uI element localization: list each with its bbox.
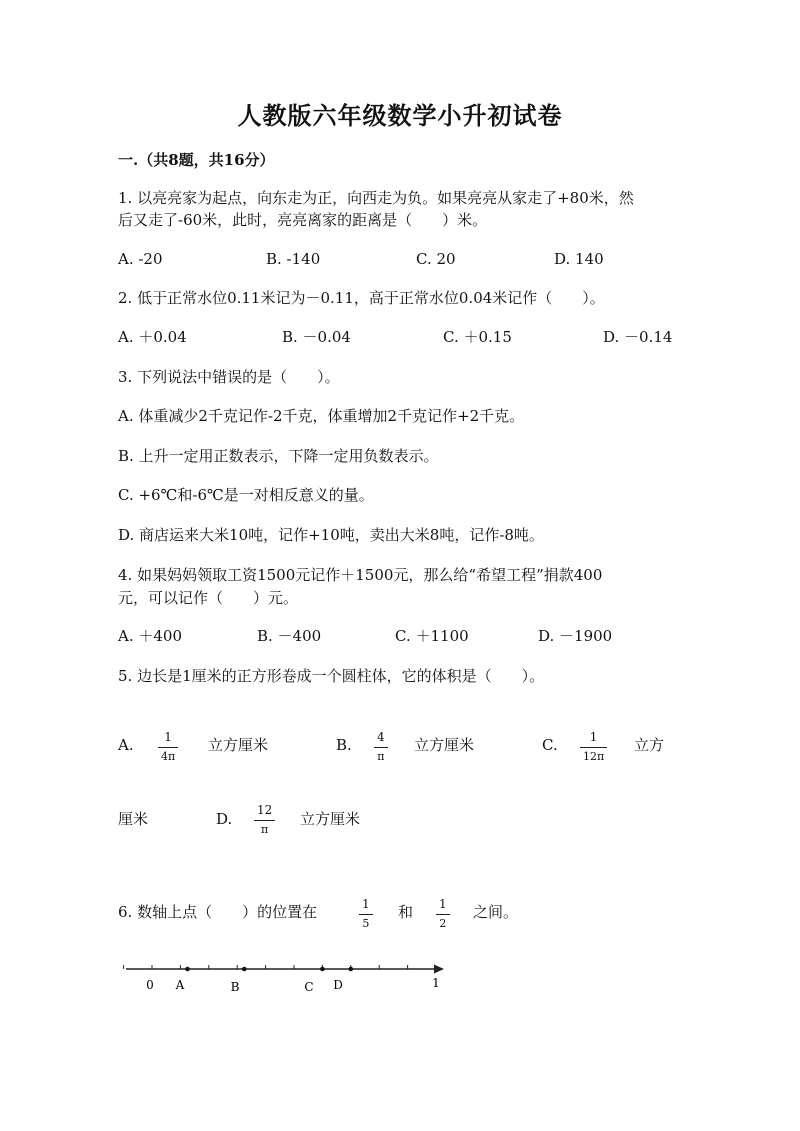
question-1-option-c: C. 20 [416,250,456,268]
question-1-option-a: A. -20 [118,250,163,268]
question-6-text-mid: 和 [398,903,414,921]
question-4-line-2: 元，可以记作（ ）元。 [118,589,299,607]
question-2-option-d: D. －0.14 [603,328,673,346]
question-2-option-b: B. －0.04 [282,328,351,346]
fraction-bar [359,914,373,915]
fraction-numerator: 4 [377,730,385,744]
question-4-option-d: D. －1900 [538,627,613,645]
question-2-option-c: C. ＋0.15 [443,328,512,346]
fraction-bar [254,820,275,821]
question-5-option-b-unit: 立方厘米 [414,736,475,754]
question-3-option-d: D. 商店运来大米10吨，记作+10吨，卖出大米8吨，记作-8吨。 [118,526,544,544]
question-6-text-after: 之间。 [473,903,519,921]
question-5-option-c-fraction [580,730,607,764]
question-2-text: 2. 低于正常水位0.11米记为－0.11，高于正常水位0.04米记作（ ）。 [118,289,605,307]
question-6-text-before: 6. 数轴上点（ ）的位置在 [118,903,318,921]
question-6-fraction-2 [436,897,450,931]
fraction-denominator: π [261,823,269,836]
question-1-line-2: 后又走了-60米，此时，亮亮离家的距离是（ ）米。 [118,211,488,229]
question-5-option-c-unit-cont: 厘米 [118,810,149,828]
question-4-option-c: C. ＋1100 [395,627,469,645]
question-5-option-b-label: B. [336,736,352,754]
question-6-fraction-1 [359,897,373,931]
fraction-denominator: π [377,750,385,763]
question-5-text: 5. 边长是1厘米的正方形卷成一个圆柱体，它的体积是（ ）。 [118,667,545,685]
fraction-numerator: 1 [439,897,447,911]
number-line-label-0: 0 [146,978,154,992]
question-3-text: 3. 下列说法中错误的是（ ）。 [118,368,340,386]
number-line [118,955,458,1000]
question-5-option-d-fraction [254,803,275,837]
question-1-line-1: 1. 以亮亮家为起点，向东走为正，向西走为负。如果亮亮从家走了+80米，然 [118,189,634,207]
fraction-bar [436,914,450,915]
question-5-option-d-unit: 立方厘米 [300,810,361,828]
question-2-option-a: A. ＋0.04 [118,328,187,346]
number-line-point-c [320,967,325,972]
section-heading: 一.（共8题，共16分） [118,151,275,169]
question-5-option-a-unit: 立方厘米 [208,736,269,754]
question-3-option-b: B. 上升一定用正数表示，下降一定用负数表示。 [118,447,439,465]
question-5-option-c-unit: 立方 [634,736,665,754]
question-4-option-b: B. －400 [257,627,322,645]
fraction-bar [374,747,388,748]
question-5-option-a-label: A. [118,736,134,754]
fraction-numerator: 12 [257,803,273,817]
fraction-denominator: 5 [362,917,370,930]
question-5-option-c-label: C. [542,736,558,754]
fraction-bar [580,747,607,748]
number-line-label-c: C [304,980,314,994]
number-line-point-d [349,967,354,972]
number-line-point-a [185,967,190,972]
page-title: 人教版六年级数学小升初试卷 [237,101,563,130]
fraction-numerator: 1 [362,897,370,911]
question-4-option-a: A. ＋400 [118,627,182,645]
question-1-option-d: D. 140 [554,250,604,268]
question-3-option-a: A. 体重减少2千克记作-2千克，体重增加2千克记作+2千克。 [118,407,525,425]
question-3-option-c: C. +6℃和-6℃是一对相反意义的量。 [118,486,374,504]
fraction-denominator: 12π [583,750,605,763]
fraction-numerator: 1 [589,730,598,744]
number-line-label-b: B [230,980,240,994]
fraction-bar [158,747,178,748]
question-4-line-1: 4. 如果妈妈领取工资1500元记作＋1500元，那么给“希望工程”捐款400 [118,566,603,584]
number-line-point-b [242,967,247,972]
question-1-option-b: B. -140 [266,250,321,268]
fraction-denominator: 2 [439,917,447,930]
question-5-option-b-fraction [374,730,388,764]
question-5-option-a-fraction [158,730,178,764]
number-line-arrow [434,965,444,974]
fraction-numerator: 1 [164,730,172,744]
fraction-denominator: 4π [161,750,176,763]
number-line-label-1: 1 [432,976,440,990]
question-5-option-d-label: D. [216,810,233,828]
number-line-label-a: A [175,978,185,992]
number-line-label-d: D [333,978,343,992]
